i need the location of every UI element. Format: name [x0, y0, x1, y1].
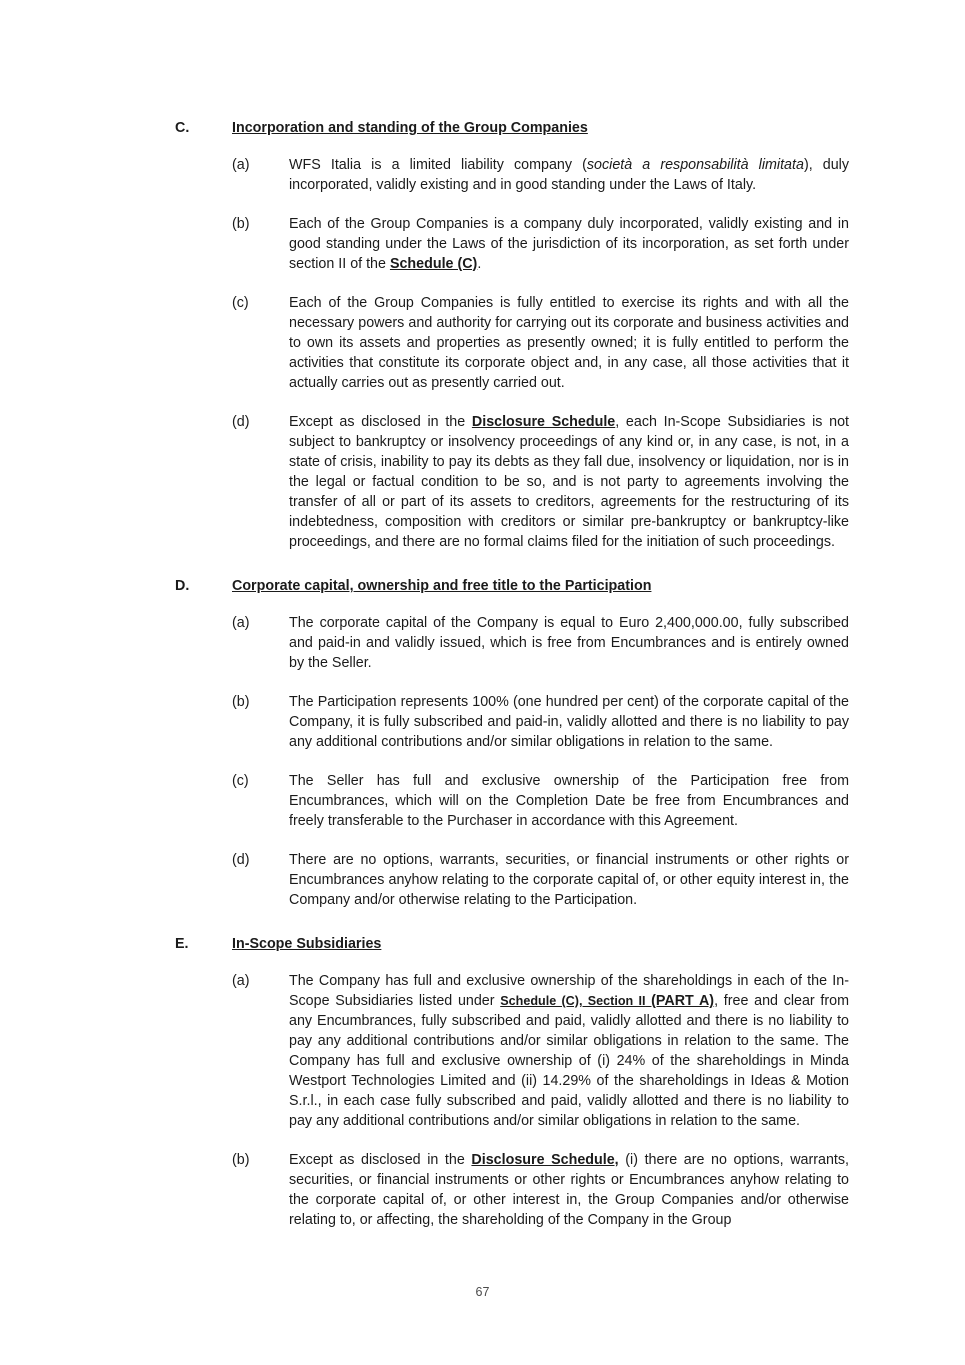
- clause-label: (b): [232, 694, 250, 710]
- text-run: The Participation represents 100% (one hundred per cent) of the corporate capital of the Company, it is fully subscribed and paid-in, validly allotted and there is no liability to pay any additional contributions and/or similar obligations in relation to the same.: [289, 694, 849, 750]
- clause-text: [289, 155, 849, 195]
- clause-label: (b): [232, 216, 250, 232]
- clause-item: [175, 850, 849, 910]
- section-heading: In-Scope Subsidiaries: [232, 936, 382, 952]
- clause-label: (d): [232, 852, 250, 868]
- text-run: Disclosure Schedule,: [471, 1152, 619, 1168]
- clause-text: [289, 692, 849, 752]
- clause-text: [289, 412, 849, 552]
- clause-item: [175, 412, 849, 552]
- text-run: Disclosure Schedule: [471, 414, 616, 430]
- clause-text: [289, 293, 849, 393]
- text-run: There are no options, warrants, securities, or financial instruments or other rights or Encumbrances anyhow relating to the corporate capital of, or other equity interest in, the Company and/or otherwise relating to the Participation.: [289, 852, 849, 908]
- text-run: The corporate capital of the Company is equal to Euro 2,400,000.00, fully subscribed and paid-in and validly issued, which is free from Encumbrances and is entirely owned by the Seller.: [289, 615, 849, 671]
- clause-item: [175, 214, 849, 274]
- section-heading: Corporate capital, ownership and free title to the Participation: [232, 578, 652, 594]
- text-run: società a responsabilità limitata: [586, 157, 804, 173]
- text-run: WFS Italia is a limited liability company (: [289, 157, 587, 173]
- section-letter: E.: [175, 936, 189, 952]
- text-run: Schedule (C): [389, 256, 478, 272]
- clause-text: [289, 771, 849, 831]
- text-run: Each of the Group Companies is a company duly incorporated, validly existing and in good standing under the Laws of the jurisdiction of its incorporation, as set forth under section II of the: [289, 216, 849, 272]
- clause-item: [175, 293, 849, 393]
- clause-label: (a): [232, 157, 250, 173]
- clause-item: [175, 771, 849, 831]
- text-run: The Seller has full and exclusive ownership of the Participation free from Encumbrances, which will on the Completion Date be free from Encumbrances and freely transferable to the Purchaser in accordance with this Agreement.: [289, 773, 849, 829]
- clause-label: (c): [232, 295, 249, 311]
- clause-label: (a): [232, 615, 250, 631]
- clause-label: (d): [232, 414, 250, 430]
- text-run: (i) there are no options, warrants, securities, or financial instruments or other rights or Encumbrances anyhow relating to the corporate capital of, or other interest in, the Group Companies and/or otherwise relating to, or affecting, the shareholding of the Company in the Group: [289, 1152, 849, 1228]
- clause-text: [289, 1150, 849, 1230]
- clause-item: [175, 971, 849, 1131]
- text-run: , each In-Scope Subsidiaries is not subject to bankruptcy or insolvency proceedings of any kind or, in any case, is not, in a state of crisis, inability to pay its debts as they fall due, insolvency or liquidation, nor is in the legal or factual condition to be so, and is not party to agreements involving the transfer of all or part of its assets to creditors, agreements for the restructuring of its indebtedness, composition with creditors or similar pre-bankruptcy or bankruptcy-like proceedings, and there are no formal claims filed for the initiation of such proceedings.: [289, 414, 849, 550]
- text-run: Except as disclosed in the: [289, 1152, 472, 1168]
- text-run: Each of the Group Companies is fully entitled to exercise its rights and with all the necessary powers and authority for carrying out its corporate and business activities and to own its assets and properties as presently owned; it is fully entitled to perform the activities that constitute its corporate object and, in any case, all those activities that it actually carries out as presently carried out.: [289, 295, 849, 391]
- document-sections: [175, 118, 849, 1254]
- text-run: Except as disclosed in the: [289, 414, 472, 430]
- section-letter: D.: [175, 578, 190, 594]
- section-c: [175, 118, 849, 552]
- page-number: 67: [475, 1285, 490, 1299]
- section-letter: C.: [175, 120, 190, 136]
- clause-label: (a): [232, 973, 250, 989]
- section-heading-row: [175, 576, 849, 596]
- section-heading-row: [175, 934, 849, 954]
- section-e: [175, 934, 849, 1230]
- clause-item: [175, 155, 849, 195]
- clause-label: (c): [232, 773, 249, 789]
- text-run: (PART A): [645, 993, 715, 1009]
- clause-text: [289, 613, 849, 673]
- clause-item: [175, 692, 849, 752]
- clause-item: [175, 1150, 849, 1230]
- section-d: [175, 576, 849, 910]
- text-run: The Company has full and exclusive ownership of the shareholdings in each of the In-Scope Subsidiaries listed under: [289, 973, 849, 1009]
- text-run: Schedule (C), Section II: [500, 994, 646, 1008]
- clause-text: [289, 850, 849, 910]
- clause-text: [289, 214, 849, 274]
- text-run: ), duly incorporated, validly existing and in good standing under the Laws of Italy.: [289, 157, 849, 193]
- clause-item: [175, 613, 849, 673]
- clause-text: [289, 971, 849, 1131]
- clause-label: (b): [232, 1152, 250, 1168]
- section-heading: Incorporation and standing of the Group Companies: [232, 120, 588, 136]
- text-run: , free and clear from any Encumbrances, fully subscribed and paid, validly allotted and there is no liability to pay any additional contributions and/or similar obligations in relation to the same. The Company has full and exclusive ownership of (i) 24% of the shareholdings in Minda Westport Technologies Limited and (ii) 14.29% of the shareholdings in Ideas & Motion S.r.l., in each case fully subscribed and paid, validly allotted and there is no liability to pay any additional contributions and/or similar obligations in relation to the same.: [289, 993, 850, 1129]
- text-run: .: [477, 256, 482, 272]
- section-heading-row: [175, 118, 849, 138]
